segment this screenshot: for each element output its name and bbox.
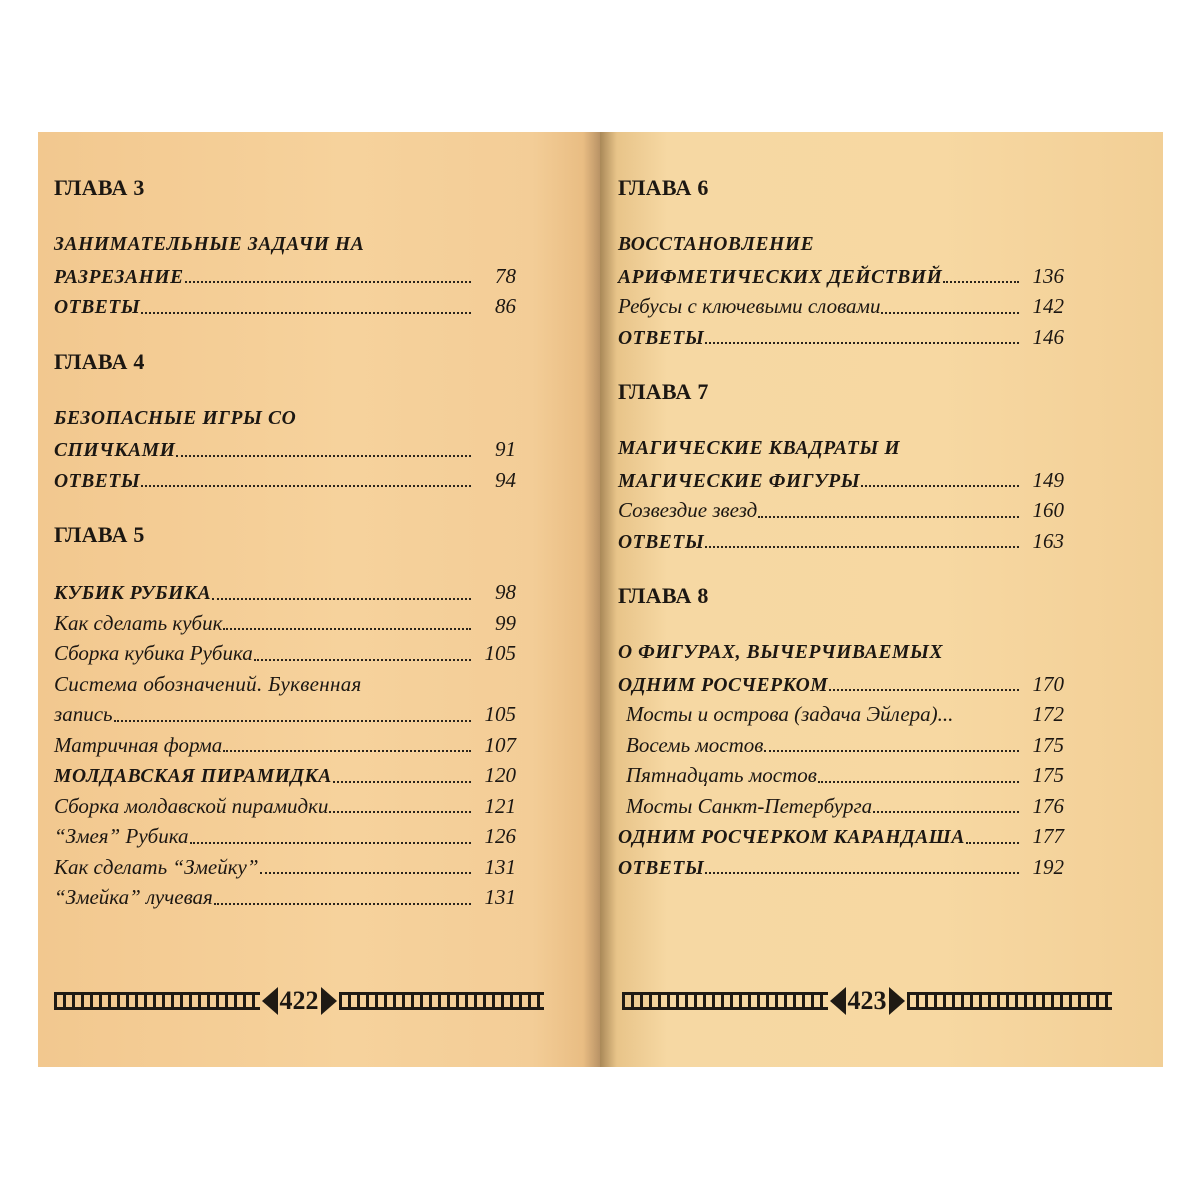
toc-entry-label: ОТВЕТЫ [618, 857, 705, 879]
triangle-right-icon [321, 987, 337, 1015]
toc-entry [54, 577, 516, 608]
toc-entry-label: Пятнадцать мостов [626, 763, 817, 787]
toc-page-number: 78 [495, 263, 516, 288]
toc-entry [618, 791, 1064, 822]
toc-entry [54, 730, 516, 761]
triangle-left-icon [262, 987, 278, 1015]
ornament-border-icon [339, 992, 545, 1010]
toc-entry-title: О ФИГУРАХ, ВЫЧЕРЧИВАЕМЫХ [618, 642, 944, 663]
right-page [600, 132, 1163, 1067]
toc-entry [618, 526, 1064, 557]
toc-entry-label: Как сделать “Змейку” [54, 854, 259, 879]
toc-entry [618, 291, 1064, 322]
dot-leader [943, 281, 1019, 283]
toc-page-number: 94 [495, 467, 516, 492]
dot-leader [141, 312, 471, 314]
toc-entry-label: КУБИК РУБИКА [54, 583, 212, 604]
toc-entry [54, 291, 516, 322]
dot-leader [214, 903, 471, 905]
dot-leader [758, 516, 1019, 518]
toc-page-number: 142 [1032, 294, 1064, 318]
ornament-border-icon [54, 992, 260, 1010]
dot-leader [223, 750, 471, 752]
toc-entry-label: Мосты Санкт-Петербурга [626, 793, 873, 818]
dot-leader [861, 485, 1019, 487]
toc-entry [54, 760, 516, 791]
toc-page-number: 107 [484, 732, 516, 757]
toc-page-number: 149 [1032, 467, 1064, 492]
toc-entry-label: Мосты и острова (задача Эйлера)... [626, 702, 954, 726]
toc-page-number: 120 [484, 763, 516, 787]
toc-page-number: 99 [495, 610, 516, 635]
dot-leader [954, 720, 1019, 722]
dot-leader [333, 781, 471, 783]
toc-page-number: 177 [1032, 824, 1064, 848]
page-number: 422 [279, 986, 319, 1015]
toc-entry-title: Система обозначений. Буквенная [54, 671, 362, 696]
dot-leader [873, 811, 1019, 813]
page-footer-left [54, 984, 544, 1018]
toc-page-number: 131 [484, 854, 516, 879]
dot-leader [185, 281, 471, 283]
toc-page-number: 105 [484, 702, 516, 726]
triangle-right-icon [889, 987, 905, 1015]
toc-entry-label: ОТВЕТЫ [54, 470, 141, 492]
dot-leader [966, 842, 1019, 844]
toc-entry [54, 699, 516, 730]
toc-page-number: 175 [1032, 763, 1064, 787]
chapter-heading: ГЛАВА 8 [618, 583, 709, 608]
toc-entry [618, 261, 1064, 292]
dot-leader [818, 781, 1019, 783]
chapter-heading: ГЛАВА 6 [618, 175, 709, 200]
toc-entry-label: ОТВЕТЫ [54, 297, 141, 318]
toc-entry [618, 699, 1064, 730]
toc-entry [54, 638, 516, 669]
dot-leader [223, 628, 471, 630]
dot-leader [705, 872, 1019, 874]
toc-entry [618, 760, 1064, 791]
toc-entry [618, 730, 1064, 761]
toc-entry-title: МАГИЧЕСКИЕ КВАДРАТЫ И [618, 438, 901, 459]
toc-entry [54, 434, 516, 465]
toc-page-number: 136 [1032, 263, 1064, 288]
toc-entry [54, 852, 516, 883]
toc-page-number: 131 [484, 885, 516, 909]
toc-entry [618, 669, 1064, 700]
page-footer-right [622, 984, 1112, 1018]
toc-entry-title: БЕЗОПАСНЫЕ ИГРЫ СО [54, 407, 297, 429]
toc-entry-label: ОТВЕТЫ [618, 327, 705, 349]
chapter-heading: ГЛАВА 7 [618, 379, 709, 404]
dot-leader [212, 598, 471, 600]
ornament-border-icon [622, 992, 828, 1010]
toc-page-number: 163 [1032, 528, 1064, 553]
toc-entry-label: Ребусы с ключевыми словами [618, 294, 881, 318]
toc-page-number: 172 [1032, 702, 1064, 726]
ornament-border-icon [907, 992, 1113, 1010]
toc-entry-label: Созвездие звезд [618, 498, 758, 522]
toc-page-number: 176 [1032, 793, 1064, 818]
toc-entry [618, 465, 1064, 496]
book-spread [38, 132, 1163, 1067]
toc-entry-label: “Змея” Рубика [54, 824, 189, 848]
toc-page-number: 98 [495, 580, 516, 604]
toc-entry-label: Сборка кубика Рубика [54, 641, 253, 665]
toc-entry-label: Матричная форма [54, 732, 223, 757]
page-number: 423 [847, 986, 887, 1015]
dot-leader [329, 811, 471, 813]
dot-leader [705, 342, 1019, 344]
toc-page-number: 126 [484, 824, 516, 848]
toc-entry-label: СПИЧКАМИ [54, 440, 176, 461]
toc-entry-label: Сборка молдавской пирамидки [54, 793, 329, 818]
toc-page-number: 175 [1032, 732, 1064, 757]
dot-leader [881, 312, 1019, 314]
toc-entry [54, 821, 516, 852]
toc-entry-label: ОТВЕТЫ [618, 531, 705, 553]
toc-page-number: 91 [495, 437, 516, 461]
toc-entry [618, 495, 1064, 526]
dot-leader [254, 659, 471, 661]
toc-page-number: 146 [1032, 324, 1064, 349]
toc-entry-label: ОДНИМ РОСЧЕРКОМ [618, 674, 829, 696]
toc-entry [54, 882, 516, 913]
toc-entry [618, 821, 1064, 852]
triangle-left-icon [830, 987, 846, 1015]
chapter-heading: ГЛАВА 5 [54, 522, 145, 547]
toc-entry-label: МАГИЧЕСКИЕ ФИГУРЫ [618, 470, 861, 492]
toc-page-number: 192 [1032, 854, 1064, 879]
dot-leader [705, 546, 1019, 548]
toc-entry-label: МОЛДАВСКАЯ ПИРАМИДКА [54, 766, 332, 787]
chapter-heading: ГЛАВА 4 [54, 348, 145, 374]
dot-leader [260, 872, 471, 874]
table-of-contents-left [54, 172, 516, 913]
toc-page-number: 105 [484, 641, 516, 665]
dot-leader [141, 485, 471, 487]
toc-entry-label: АРИФМЕТИЧЕСКИХ ДЕЙСТВИЙ [618, 266, 943, 288]
dot-leader [176, 455, 471, 457]
toc-entry-title: ЗАНИМАТЕЛЬНЫЕ ЗАДАЧИ НА [54, 234, 365, 255]
toc-page-number: 121 [484, 793, 516, 818]
toc-page-number: 86 [495, 294, 516, 318]
table-of-contents-right [618, 172, 1064, 882]
left-page [38, 132, 600, 1067]
dot-leader [114, 720, 471, 722]
dot-leader [829, 689, 1019, 691]
toc-entry-label: Как сделать кубик [54, 610, 223, 635]
toc-entry-label: “Змейка” лучевая [54, 885, 213, 909]
dot-leader [764, 750, 1019, 752]
dot-leader [190, 842, 471, 844]
toc-entry-label: ОДНИМ РОСЧЕРКОМ КАРАНДАША [618, 827, 965, 848]
toc-entry [618, 322, 1064, 353]
toc-entry [54, 261, 516, 292]
toc-entry [54, 791, 516, 822]
toc-page-number: 170 [1032, 671, 1064, 696]
toc-entry-title: ВОССТАНОВЛЕНИЕ [618, 234, 815, 255]
toc-entry-label: Восемь мостов [626, 732, 764, 757]
toc-entry [618, 852, 1064, 883]
toc-page-number: 160 [1032, 498, 1064, 522]
toc-entry [54, 465, 516, 496]
toc-entry-label: запись [54, 702, 113, 726]
chapter-heading: ГЛАВА 3 [54, 175, 145, 200]
toc-entry [54, 608, 516, 639]
toc-entry-label: РАЗРЕЗАНИЕ [54, 266, 184, 288]
